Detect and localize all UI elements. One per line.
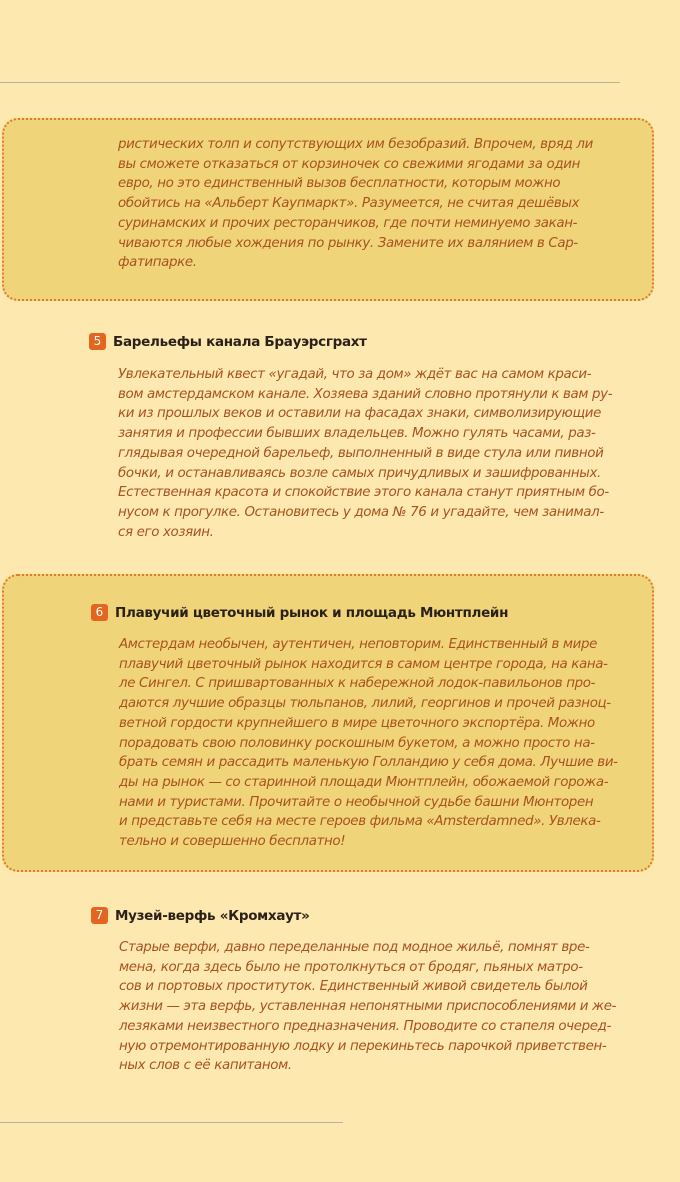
text-line: ды на рынок — со старинной площади Мюнтплейн, обожаемой горожа-	[119, 774, 609, 790]
text-line: плавучий цветочный рынок находится в самом центре города, на кана-	[119, 656, 608, 672]
text-line: ную отремонтированную лодку и перекиньтесь парочкой приветствен-	[119, 1038, 607, 1054]
intro-paragraph	[118, 135, 622, 273]
text-line: суринамских и прочих ресторанчиков, где почти неминуемо закан-	[118, 215, 578, 231]
text-line: нусом к прогулке. Остановитесь у дома № 76 и угадайте, чем занимал-	[118, 504, 604, 520]
text-line: обойтись на «Альберт Каупмаркт». Разумеется, не считая дешёвых	[118, 196, 580, 212]
section-number-badge: 5	[89, 333, 106, 350]
section-title: Барельефы канала Брауэрсграхт	[113, 333, 367, 350]
section-paragraph-7	[119, 938, 623, 1076]
text-line: ле Сингел. С пришвартованных к набережной лодок-павильонов про-	[119, 676, 596, 692]
text-line: тельно и совершенно бесплатно!	[119, 834, 346, 850]
text-line: Старые верфи, давно переделанные под модное жильё, помнят вре-	[119, 940, 590, 955]
text-line: брать семян и рассадить маленькую Голландию у себя дома. Лучшие ви-	[119, 755, 618, 771]
text-line: лезяками неизвестного предназначения. Проводите со стапеля очеред-	[119, 1018, 612, 1034]
section-title: Музей-верфь «Кромхаут»	[115, 907, 310, 924]
section-paragraph-6	[119, 635, 623, 852]
text-line: и представьте себя на месте героев фильма «Amsterdamned». Увлека-	[119, 814, 601, 830]
text-line: Амстердам необычен, аутентичен, неповторим. Единственный в мире	[119, 637, 598, 652]
top-divider	[0, 82, 620, 83]
text-line: жизни — эта верфь, уставленная непонятными приспособлениями и же-	[119, 999, 617, 1015]
section-paragraph-5	[118, 365, 622, 542]
text-line: чиваются любые хождения по рынку. Замените их валянием в Сар-	[118, 235, 578, 251]
text-line: Увлекательный квест «угадай, что за дом» ждёт вас на самом краси-	[118, 367, 592, 382]
text-line: Естественная красота и спокойствие этого канала станут приятным бо-	[118, 485, 609, 501]
text-line: занятия и профессии бывших владельцев. Можно гулять часами, раз-	[118, 426, 596, 442]
bottom-divider	[0, 1122, 343, 1123]
text-line: ветной гордости крупнейшего в мире цветочного экспортёра. Можно	[119, 715, 595, 731]
section-heading-7	[91, 907, 310, 924]
text-line: евро, но это единственный вызов бесплатности, которым можно	[118, 176, 561, 192]
section-heading-6	[91, 604, 508, 621]
text-line: мена, когда здесь было не протолкнуться от бродяг, пьяных матро-	[119, 959, 583, 975]
text-line: нами и туристами. Прочитайте о необычной судьбе башни Мюнторен	[119, 794, 594, 810]
text-line: порадовать свою половинку роскошным букетом, а можно просто на-	[119, 735, 595, 751]
text-line: даются лучшие образцы тюльпанов, лилий, георгинов и прочей разноц-	[119, 696, 611, 712]
section-heading-5	[89, 333, 367, 350]
text-line: глядывая очередной барельеф, выполненный в виде стула или пивной	[118, 445, 604, 461]
text-line: ки из прошлых веков и оставили на фасадах знаки, символизирующие	[118, 406, 601, 422]
text-line: ся его хозяин.	[118, 524, 214, 540]
text-line: вы сможете отказаться от корзиночек со свежими ягодами за один	[118, 156, 580, 172]
text-line: ных слов с её капитаном.	[119, 1058, 292, 1074]
section-number-badge: 6	[91, 604, 108, 621]
text-line: вом амстердамском канале. Хозяева зданий словно протянули к вам ру-	[118, 386, 613, 402]
text-line: фатипарке.	[118, 255, 197, 271]
text-line: ристических толп и сопутствующих им безобразий. Впрочем, вряд ли	[118, 137, 593, 152]
section-title: Плавучий цветочный рынок и площадь Мюнтплейн	[115, 604, 509, 621]
text-line: бочки, и останавливаясь возле самых причудливых и зашифрованных.	[118, 465, 601, 481]
text-line: сов и портовых проституток. Единственный живой свидетель былой	[119, 979, 588, 995]
section-number-badge: 7	[91, 907, 108, 924]
